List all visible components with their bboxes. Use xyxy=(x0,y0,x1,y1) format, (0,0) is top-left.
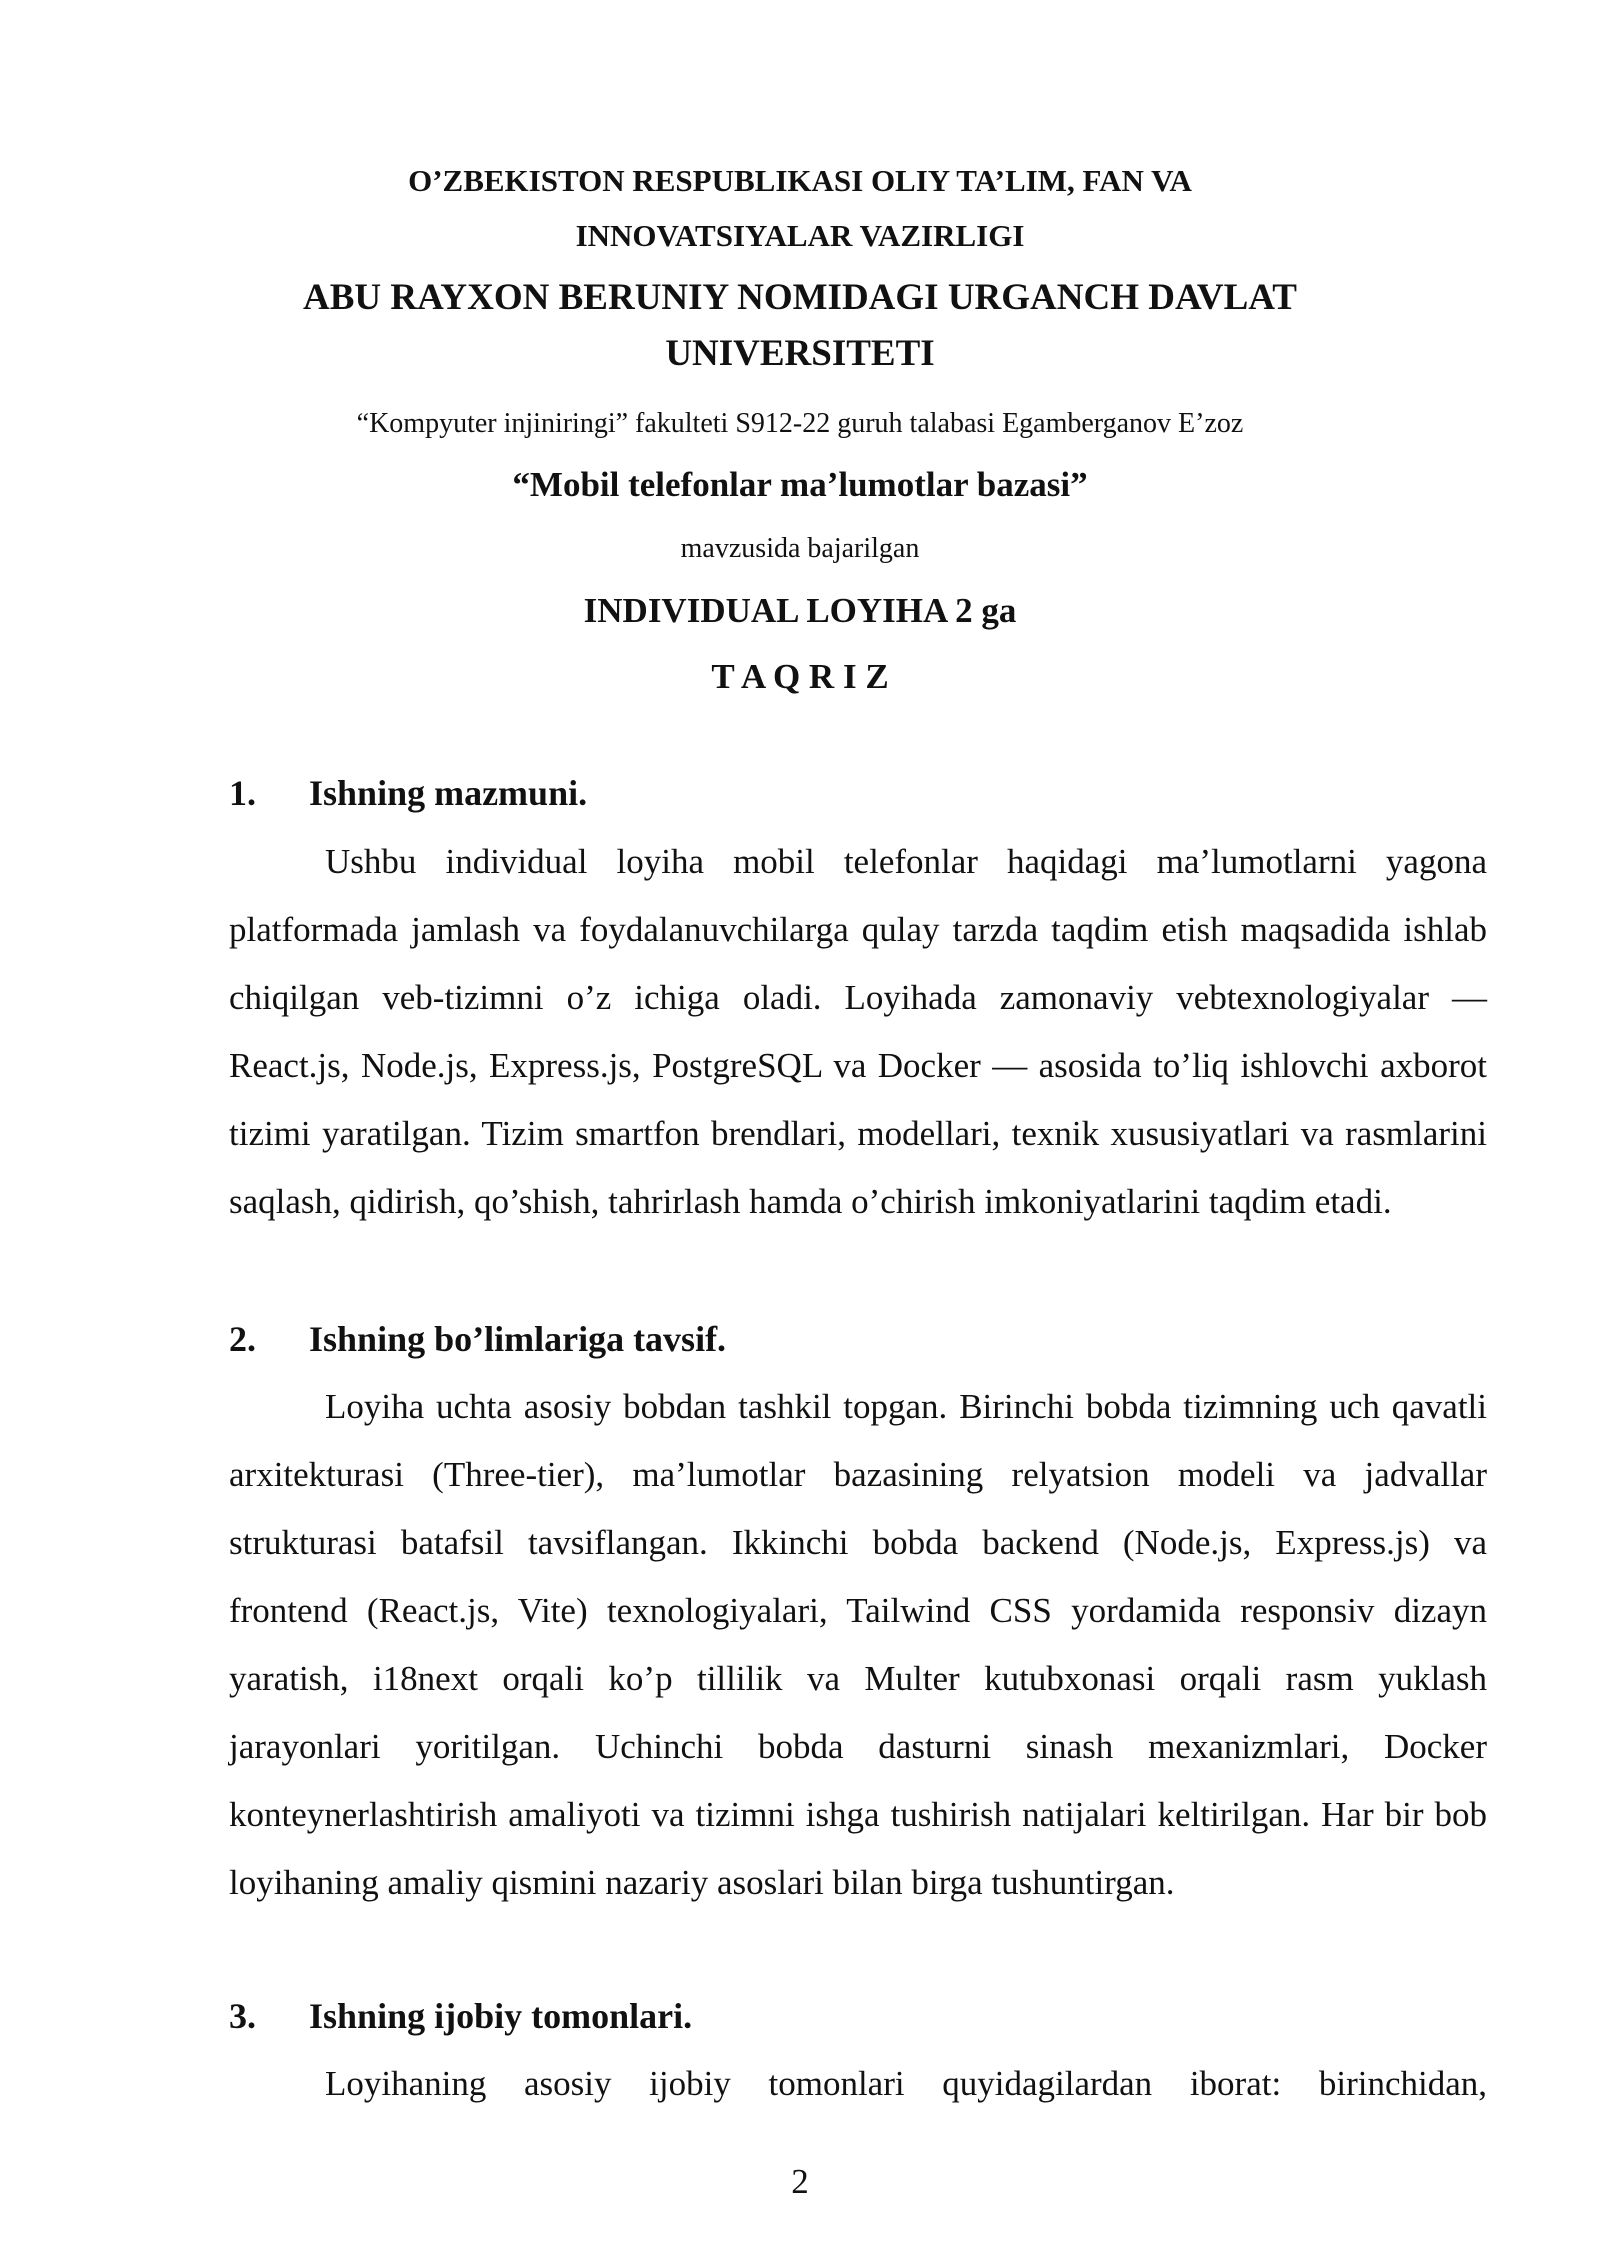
section-number: 2. xyxy=(229,1319,256,1359)
review-title: T A Q R I Z xyxy=(711,657,889,696)
section-paragraph-2: Loyiha uchta asosiy bobdan tashkil topgan. Birinchi bobda tizimning uch qavatli arxitekturasi (Three-tier), ma’lumotlar bazasining relyatsion modeli va jadvallar strukturasi batafsil tavsiflangan. Ikkinchi bobda backend (Node.js, Express.js) va frontend (React.js, Vite) texnologiyalari, Tailwind CSS yordamida responsiv dizayn yaratish, i18next orqali ko’p tillilik va Multer kutubxonasi orqali rasm yuklash jarayonlari yoritilgan. Uchinchi bobda dasturni sinash mexanizmlari, Docker konteynerlashtirish amaliyoti va tizimni ishga tushirish natijalari keltirilgan. Har bir bob loyihaning amaliy qismini nazariy asoslari bilan birga tushuntirgan. xyxy=(229,1387,1487,1902)
page-number: 2 xyxy=(791,2162,809,2201)
section-title: Ishning bo’limlariga tavsif. xyxy=(309,1319,727,1359)
section-number: 1. xyxy=(229,773,256,813)
ministry-line-1: O’ZBEKISTON RESPUBLIKASI OLIY TA’LIM, FAN VA xyxy=(408,163,1192,198)
section-heading-2 xyxy=(229,1318,726,1360)
section-number: 3. xyxy=(229,1996,256,2036)
section-heading-1 xyxy=(229,772,587,814)
section-paragraph-3: Loyihaning asosiy ijobiy tomonlari quyidagilardan iborat: birinchidan, xyxy=(325,2064,1487,2103)
project-title: INDIVIDUAL LOYIHA 2 ga xyxy=(583,591,1017,630)
university-line-1: ABU RAYXON BERUNIY NOMIDAGI URGANCH DAVLAT xyxy=(303,277,1297,318)
section-title: Ishning mazmuni. xyxy=(309,773,588,813)
section-heading-3 xyxy=(229,1995,692,2037)
section-paragraph-1: Ushbu individual loyiha mobil telefonlar haqidagi ma’lumotlarni yagona platformada jamlash va foydalanuvchilarga qulay tarzda taqdim etish maqsadida ishlab chiqilgan veb-tizimni o’z ichiga oladi. Loyihada zamonaviy vebtexnologiyalar — React.js, Node.js, Express.js, PostgreSQL va Docker — asosida to’liq ishlovchi axborot tizimi yaratilgan. Tizim smartfon brendlari, modellari, texnik xususiyatlari va rasmlarini saqlash, qidirish, qo’shish, tahrirlash hamda o’chirish imkoniyatlarini taqdim etadi. xyxy=(229,842,1487,1221)
topic-title: “Mobil telefonlar ma’lumotlar bazasi” xyxy=(512,465,1088,504)
university-line-2: UNIVERSITETI xyxy=(665,333,935,374)
topic-suffix: mavzusida bajarilgan xyxy=(680,533,920,564)
student-line: “Kompyuter injiniringi” fakulteti S912-22 guruh talabasi Egamberganov E’zoz xyxy=(356,408,1244,439)
ministry-line-2: INNOVATSIYALAR VAZIRLIGI xyxy=(575,218,1025,253)
section-title: Ishning ijobiy tomonlari. xyxy=(309,1996,693,2036)
